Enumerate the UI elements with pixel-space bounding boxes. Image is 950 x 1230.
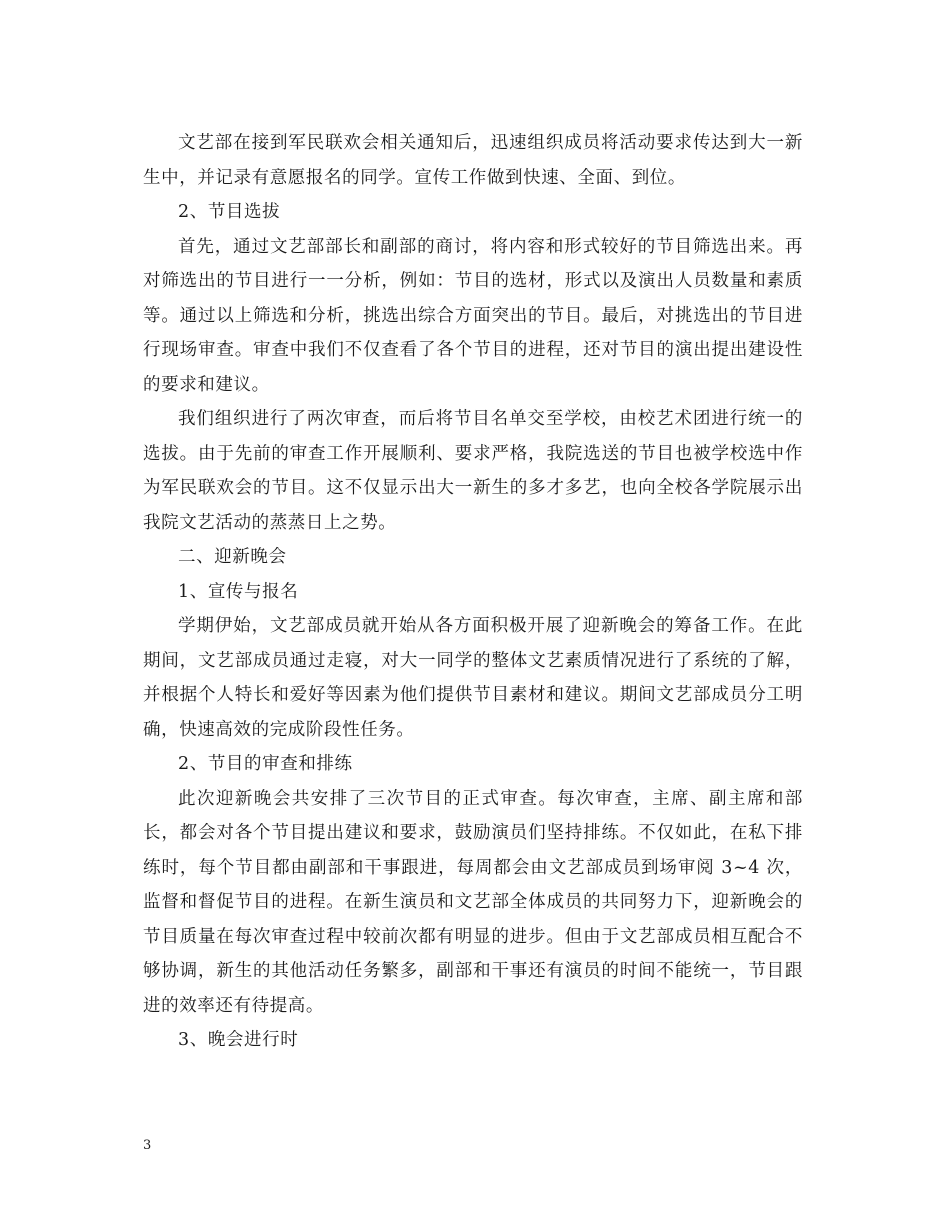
heading-party-in-progress: 3、晚会进行时 <box>178 1030 299 1050</box>
paragraph-rehearsal: 此次迎新晚会共安排了三次节目的正式审查。每次审查，主席、副主席和部长，都会对各个节目提出建议和要求，鼓励演员们坚持排练。不仅如此，在私下排练时，每个节目都由副部和干事跟进，每周都会由文艺部成员到场审阅 3~4 次，监督和督促节目的进程。在新生演员和文艺部全体成员的共同努力下，迎新晚会的节目质量在每次审查过程中较前次都有明显的进步。但由于文艺部成员相互配合不够协调，新生的其他活动任务繁多，副部和干事还有演员的时间不能统一，节目跟进的效率还有待提高。 <box>143 788 803 1016</box>
paragraph-notice: 文艺部在接到军民联欢会相关通知后，迅速组织成员将活动要求传达到大一新生中，并记录有意愿报名的同学。宣传工作做到快速、全面、到位。 <box>143 133 803 188</box>
paragraph-preparation: 学期伊始，文艺部成员就开始从各方面积极开展了迎新晚会的筹备工作。在此期间，文艺部成员通过走寝，对大一同学的整体文艺素质情况进行了系统的了解，并根据个人特长和爱好等因素为他们提供节目素材和建议。期间文艺部成员分工明确，快速高效的完成阶段性任务。 <box>143 616 803 740</box>
heading-welcome-party: 二、迎新晚会 <box>178 547 287 567</box>
document-body <box>143 126 803 1058</box>
paragraph-selection-process: 首先，通过文艺部部长和副部的商讨，将内容和形式较好的节目筛选出来。再对筛选出的节目进行一一分析，例如：节目的选材，形式以及演出人员数量和素质等。通过以上筛选和分析，挑选出综合方面突出的节目。最后，对挑选出的节目进行现场审查。审查中我们不仅查看了各个节目的进程，还对节目的演出提出建设性的要求和建议。 <box>143 236 803 395</box>
paragraph-review-result: 我们组织进行了两次审查，而后将节目名单交至学校，由校艺术团进行统一的选拔。由于先前的审查工作开展顺利、要求严格，我院选送的节目也被学校选中作为军民联欢会的节目。这不仅显示出大一新生的多才多艺，也向全校各学院展示出我院文艺活动的蒸蒸日上之势。 <box>143 409 803 533</box>
heading-promotion-registration: 1、宣传与报名 <box>178 581 299 602</box>
page-number: 3 <box>143 1138 152 1153</box>
heading-review-rehearsal: 2、节目的审查和排练 <box>178 754 353 774</box>
heading-program-selection: 2、节目选拔 <box>178 202 281 222</box>
